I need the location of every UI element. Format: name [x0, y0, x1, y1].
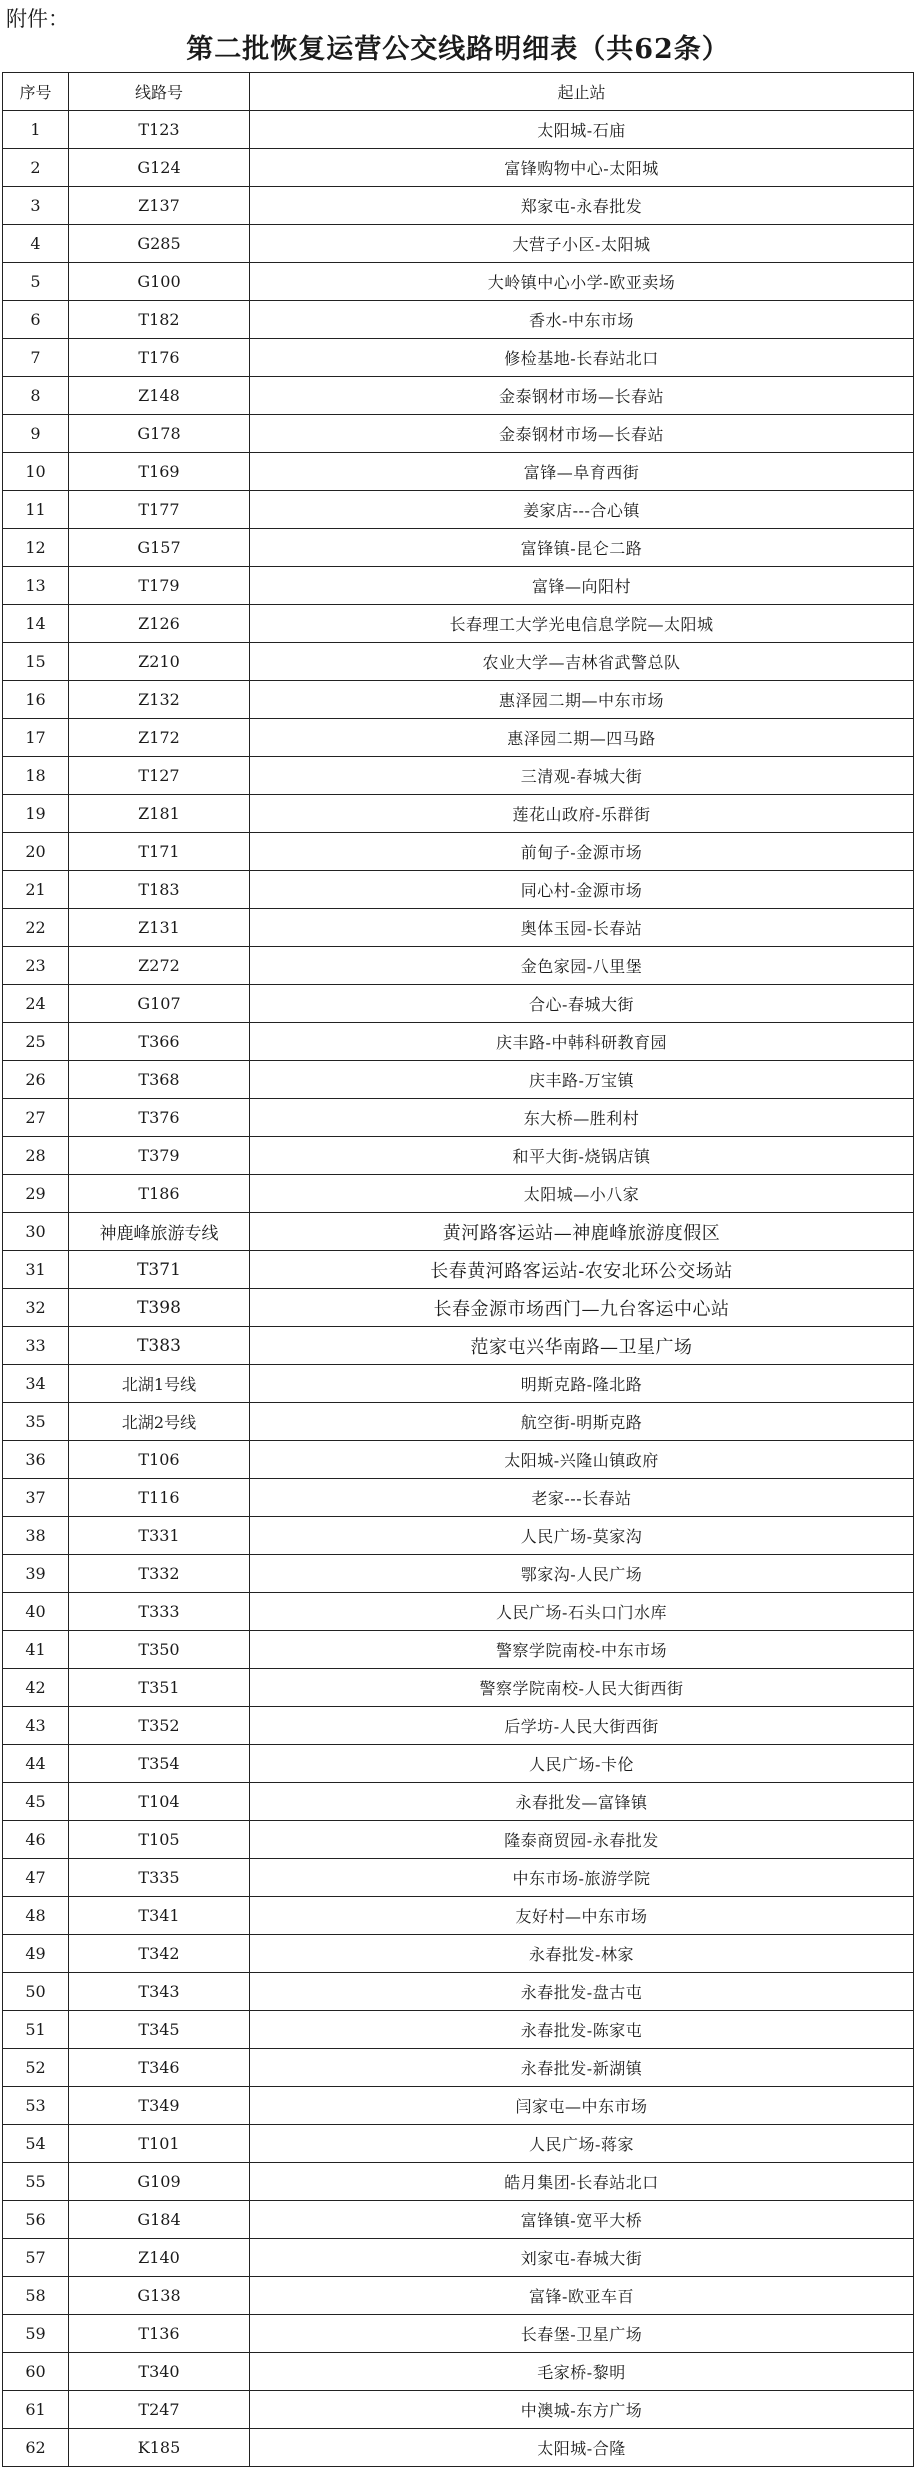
- table-row: [3, 263, 914, 301]
- row-route-number: K185: [69, 2429, 250, 2467]
- row-route-number: Z126: [69, 605, 250, 643]
- row-terminal-stations: 航空街-明斯克路: [250, 1403, 914, 1441]
- page-title: 第二批恢复运营公交线路明细表（共62条）: [186, 34, 730, 65]
- table-row: [3, 1631, 914, 1669]
- table-row: [3, 757, 914, 795]
- row-route-number: T376: [69, 1099, 250, 1137]
- row-route-number: T182: [69, 301, 250, 339]
- row-index: 24: [3, 985, 69, 1023]
- table-row: [3, 111, 914, 149]
- row-index: 9: [3, 415, 69, 453]
- row-route-number: T341: [69, 1897, 250, 1935]
- row-route-number: G109: [69, 2163, 250, 2201]
- table-row: [3, 1213, 914, 1251]
- table-row: [3, 1403, 914, 1441]
- row-terminal-stations: 长春理工大学光电信息学院—太阳城: [250, 605, 914, 643]
- row-index: 22: [3, 909, 69, 947]
- table-row: [3, 339, 914, 377]
- table-row: [3, 1783, 914, 1821]
- row-terminal-stations: 人民广场-石头口门水库: [250, 1593, 914, 1631]
- row-terminal-stations: 太阳城-石庙: [250, 111, 914, 149]
- row-terminal-stations: 郑家屯-永春批发: [250, 187, 914, 225]
- row-terminal-stations: 后学坊-人民大街西街: [250, 1707, 914, 1745]
- table-row: [3, 1023, 914, 1061]
- row-index: 53: [3, 2087, 69, 2125]
- row-terminal-stations: 老家---长春站: [250, 1479, 914, 1517]
- row-index: 61: [3, 2391, 69, 2429]
- row-index: 3: [3, 187, 69, 225]
- row-route-number: T368: [69, 1061, 250, 1099]
- row-route-number: T340: [69, 2353, 250, 2391]
- row-route-number: T379: [69, 1137, 250, 1175]
- row-terminal-stations: 修检基地-长春站北口: [250, 339, 914, 377]
- table-row: [3, 1441, 914, 1479]
- row-terminal-stations: 长春金源市场西门—九台客运中心站: [250, 1289, 914, 1327]
- row-terminal-stations: 闫家屯—中东市场: [250, 2087, 914, 2125]
- row-index: 8: [3, 377, 69, 415]
- row-route-number: T247: [69, 2391, 250, 2429]
- table-row: [3, 2277, 914, 2315]
- row-index: 2: [3, 149, 69, 187]
- row-route-number: G178: [69, 415, 250, 453]
- table-header-row: [3, 73, 914, 111]
- row-index: 62: [3, 2429, 69, 2467]
- row-route-number: T331: [69, 1517, 250, 1555]
- row-index: 20: [3, 833, 69, 871]
- row-index: 34: [3, 1365, 69, 1403]
- row-index: 56: [3, 2201, 69, 2239]
- row-route-number: Z272: [69, 947, 250, 985]
- row-terminal-stations: 警察学院南校-人民大街西街: [250, 1669, 914, 1707]
- row-route-number: T177: [69, 491, 250, 529]
- row-index: 51: [3, 2011, 69, 2049]
- table-row: [3, 2011, 914, 2049]
- table-row: [3, 1479, 914, 1517]
- row-index: 50: [3, 1973, 69, 2011]
- row-index: 6: [3, 301, 69, 339]
- row-index: 25: [3, 1023, 69, 1061]
- row-terminal-stations: 富锋—向阳村: [250, 567, 914, 605]
- table-row: [3, 833, 914, 871]
- table-row: [3, 2315, 914, 2353]
- row-terminal-stations: 金泰钢材市场—长春站: [250, 377, 914, 415]
- row-terminal-stations: 皓月集团-长春站北口: [250, 2163, 914, 2201]
- row-index: 4: [3, 225, 69, 263]
- row-index: 33: [3, 1327, 69, 1365]
- row-terminal-stations: 富锋镇-宽平大桥: [250, 2201, 914, 2239]
- row-index: 18: [3, 757, 69, 795]
- row-route-number: T346: [69, 2049, 250, 2087]
- row-terminal-stations: 永春批发-陈家屯: [250, 2011, 914, 2049]
- row-terminal-stations: 富锋购物中心-太阳城: [250, 149, 914, 187]
- row-index: 59: [3, 2315, 69, 2353]
- table-row: [3, 2239, 914, 2277]
- table-row: [3, 2429, 914, 2467]
- row-route-number: T169: [69, 453, 250, 491]
- row-route-number: T351: [69, 1669, 250, 1707]
- row-index: 54: [3, 2125, 69, 2163]
- row-index: 40: [3, 1593, 69, 1631]
- row-route-number: Z148: [69, 377, 250, 415]
- table-row: [3, 2201, 914, 2239]
- table-row: [3, 225, 914, 263]
- row-terminal-stations: 前甸子-金源市场: [250, 833, 914, 871]
- row-route-number: T352: [69, 1707, 250, 1745]
- row-route-number: T104: [69, 1783, 250, 1821]
- table-row: [3, 2049, 914, 2087]
- table-row: [3, 605, 914, 643]
- row-route-number: G157: [69, 529, 250, 567]
- table-row: [3, 909, 914, 947]
- table-row: [3, 795, 914, 833]
- row-terminal-stations: 富锋—阜育西街: [250, 453, 914, 491]
- row-terminal-stations: 毛家桥-黎明: [250, 2353, 914, 2391]
- row-terminal-stations: 惠泽园二期—中东市场: [250, 681, 914, 719]
- table-row: [3, 871, 914, 909]
- table-row: [3, 567, 914, 605]
- row-index: 19: [3, 795, 69, 833]
- row-route-number: Z131: [69, 909, 250, 947]
- row-terminal-stations: 中东市场-旅游学院: [250, 1859, 914, 1897]
- row-route-number: T350: [69, 1631, 250, 1669]
- row-index: 32: [3, 1289, 69, 1327]
- row-index: 15: [3, 643, 69, 681]
- row-terminal-stations: 友好村—中东市场: [250, 1897, 914, 1935]
- row-index: 11: [3, 491, 69, 529]
- row-index: 47: [3, 1859, 69, 1897]
- row-terminal-stations: 金泰钢材市场—长春站: [250, 415, 914, 453]
- row-terminal-stations: 奥体玉园-长春站: [250, 909, 914, 947]
- row-terminal-stations: 莲花山政府-乐群街: [250, 795, 914, 833]
- row-index: 46: [3, 1821, 69, 1859]
- row-route-number: T349: [69, 2087, 250, 2125]
- table-row: [3, 1365, 914, 1403]
- row-route-number: T116: [69, 1479, 250, 1517]
- table-row: [3, 377, 914, 415]
- row-route-number: Z137: [69, 187, 250, 225]
- table-row: [3, 1973, 914, 2011]
- table-row: [3, 1897, 914, 1935]
- row-route-number: T136: [69, 2315, 250, 2353]
- row-index: 49: [3, 1935, 69, 1973]
- row-route-number: Z140: [69, 2239, 250, 2277]
- row-route-number: T176: [69, 339, 250, 377]
- row-terminal-stations: 人民广场-卡伦: [250, 1745, 914, 1783]
- row-terminal-stations: 鄂家沟-人民广场: [250, 1555, 914, 1593]
- row-index: 28: [3, 1137, 69, 1175]
- row-terminal-stations: 永春批发-盘古屯: [250, 1973, 914, 2011]
- table-row: [3, 1745, 914, 1783]
- row-terminal-stations: 香水-中东市场: [250, 301, 914, 339]
- table-row: [3, 415, 914, 453]
- row-terminal-stations: 人民广场-莫家沟: [250, 1517, 914, 1555]
- row-index: 1: [3, 111, 69, 149]
- row-index: 21: [3, 871, 69, 909]
- row-route-number: T183: [69, 871, 250, 909]
- row-route-number: T333: [69, 1593, 250, 1631]
- row-terminal-stations: 太阳城-兴隆山镇政府: [250, 1441, 914, 1479]
- table-row: [3, 1593, 914, 1631]
- row-route-number: Z132: [69, 681, 250, 719]
- row-route-number: G285: [69, 225, 250, 263]
- table-row: [3, 2125, 914, 2163]
- row-terminal-stations: 永春批发—富锋镇: [250, 1783, 914, 1821]
- row-index: 45: [3, 1783, 69, 1821]
- column-header-route: 线路号: [69, 73, 250, 111]
- row-route-number: 神鹿峰旅游专线: [69, 1213, 250, 1251]
- table-row: [3, 1289, 914, 1327]
- row-index: 27: [3, 1099, 69, 1137]
- row-route-number: T383: [69, 1327, 250, 1365]
- table-row: [3, 1707, 914, 1745]
- row-terminal-stations: 金色家园-八里堡: [250, 947, 914, 985]
- row-route-number: T105: [69, 1821, 250, 1859]
- row-index: 44: [3, 1745, 69, 1783]
- row-route-number: T106: [69, 1441, 250, 1479]
- row-route-number: T371: [69, 1251, 250, 1289]
- row-terminal-stations: 明斯克路-隆北路: [250, 1365, 914, 1403]
- table-row: [3, 1175, 914, 1213]
- row-index: 52: [3, 2049, 69, 2087]
- table-row: [3, 1061, 914, 1099]
- row-route-number: T398: [69, 1289, 250, 1327]
- row-route-number: T127: [69, 757, 250, 795]
- table-row: [3, 1251, 914, 1289]
- row-terminal-stations: 永春批发-林家: [250, 1935, 914, 1973]
- row-route-number: G100: [69, 263, 250, 301]
- table-row: [3, 985, 914, 1023]
- row-route-number: T171: [69, 833, 250, 871]
- row-terminal-stations: 人民广场-蒋家: [250, 2125, 914, 2163]
- table-row: [3, 1099, 914, 1137]
- row-index: 5: [3, 263, 69, 301]
- row-terminal-stations: 隆泰商贸园-永春批发: [250, 1821, 914, 1859]
- row-index: 38: [3, 1517, 69, 1555]
- row-index: 60: [3, 2353, 69, 2391]
- row-terminal-stations: 大岭镇中心小学-欧亚卖场: [250, 263, 914, 301]
- row-index: 37: [3, 1479, 69, 1517]
- table-row: [3, 719, 914, 757]
- attachment-label: 附件：: [6, 7, 69, 31]
- row-route-number: Z181: [69, 795, 250, 833]
- row-index: 7: [3, 339, 69, 377]
- row-terminal-stations: 农业大学—吉林省武警总队: [250, 643, 914, 681]
- row-index: 41: [3, 1631, 69, 1669]
- row-index: 43: [3, 1707, 69, 1745]
- column-header-stations: 起止站: [250, 73, 914, 111]
- row-route-number: 北湖1号线: [69, 1365, 250, 1403]
- row-index: 12: [3, 529, 69, 567]
- row-route-number: T354: [69, 1745, 250, 1783]
- row-terminal-stations: 太阳城-合隆: [250, 2429, 914, 2467]
- row-terminal-stations: 合心-春城大街: [250, 985, 914, 1023]
- table-row: [3, 1935, 914, 1973]
- row-index: 10: [3, 453, 69, 491]
- table-row: [3, 187, 914, 225]
- row-index: 29: [3, 1175, 69, 1213]
- row-route-number: G138: [69, 2277, 250, 2315]
- row-index: 13: [3, 567, 69, 605]
- row-route-number: T332: [69, 1555, 250, 1593]
- table-row: [3, 1327, 914, 1365]
- table-row: [3, 529, 914, 567]
- column-header-index: 序号: [3, 73, 69, 111]
- row-terminal-stations: 警察学院南校-中东市场: [250, 1631, 914, 1669]
- table-row: [3, 1859, 914, 1897]
- row-route-number: T342: [69, 1935, 250, 1973]
- table-row: [3, 643, 914, 681]
- row-route-number: Z210: [69, 643, 250, 681]
- row-terminal-stations: 惠泽园二期—四马路: [250, 719, 914, 757]
- row-route-number: 北湖2号线: [69, 1403, 250, 1441]
- row-terminal-stations: 三清观-春城大街: [250, 757, 914, 795]
- table-row: [3, 453, 914, 491]
- row-route-number: T366: [69, 1023, 250, 1061]
- table-row: [3, 2087, 914, 2125]
- table-row: [3, 681, 914, 719]
- row-route-number: Z172: [69, 719, 250, 757]
- table-body: [3, 111, 914, 2467]
- row-route-number: T186: [69, 1175, 250, 1213]
- row-terminal-stations: 中澳城-东方广场: [250, 2391, 914, 2429]
- table-row: [3, 1555, 914, 1593]
- row-index: 35: [3, 1403, 69, 1441]
- row-terminal-stations: 富锋-欧亚车百: [250, 2277, 914, 2315]
- table-row: [3, 1821, 914, 1859]
- row-index: 39: [3, 1555, 69, 1593]
- row-index: 58: [3, 2277, 69, 2315]
- row-index: 16: [3, 681, 69, 719]
- row-index: 42: [3, 1669, 69, 1707]
- row-route-number: T179: [69, 567, 250, 605]
- row-terminal-stations: 同心村-金源市场: [250, 871, 914, 909]
- table-row: [3, 1669, 914, 1707]
- table-row: [3, 1517, 914, 1555]
- row-index: 55: [3, 2163, 69, 2201]
- row-terminal-stations: 太阳城—小八家: [250, 1175, 914, 1213]
- row-terminal-stations: 富锋镇-昆仑二路: [250, 529, 914, 567]
- row-index: 17: [3, 719, 69, 757]
- row-route-number: T345: [69, 2011, 250, 2049]
- row-terminal-stations: 长春堡-卫星广场: [250, 2315, 914, 2353]
- row-index: 36: [3, 1441, 69, 1479]
- row-terminal-stations: 刘家屯-春城大街: [250, 2239, 914, 2277]
- row-terminal-stations: 范家屯兴华南路—卫星广场: [250, 1327, 914, 1365]
- row-index: 26: [3, 1061, 69, 1099]
- row-index: 23: [3, 947, 69, 985]
- row-terminal-stations: 庆丰路-中韩科研教育园: [250, 1023, 914, 1061]
- row-terminal-stations: 庆丰路-万宝镇: [250, 1061, 914, 1099]
- table-row: [3, 301, 914, 339]
- row-index: 30: [3, 1213, 69, 1251]
- row-terminal-stations: 黄河路客运站—神鹿峰旅游度假区: [250, 1213, 914, 1251]
- table-row: [3, 149, 914, 187]
- row-route-number: G124: [69, 149, 250, 187]
- row-route-number: G107: [69, 985, 250, 1023]
- row-terminal-stations: 姜家店---合心镇: [250, 491, 914, 529]
- row-terminal-stations: 东大桥—胜利村: [250, 1099, 914, 1137]
- table-row: [3, 947, 914, 985]
- table-row: [3, 2163, 914, 2201]
- row-route-number: T101: [69, 2125, 250, 2163]
- table-row: [3, 491, 914, 529]
- row-terminal-stations: 大营子小区-太阳城: [250, 225, 914, 263]
- table-row: [3, 2391, 914, 2429]
- row-index: 48: [3, 1897, 69, 1935]
- row-route-number: G184: [69, 2201, 250, 2239]
- row-index: 14: [3, 605, 69, 643]
- table-row: [3, 1137, 914, 1175]
- row-route-number: T123: [69, 111, 250, 149]
- row-index: 31: [3, 1251, 69, 1289]
- row-terminal-stations: 永春批发-新湖镇: [250, 2049, 914, 2087]
- table-row: [3, 2353, 914, 2391]
- row-terminal-stations: 和平大街-烧锅店镇: [250, 1137, 914, 1175]
- bus-route-table: [2, 72, 914, 2467]
- row-terminal-stations: 长春黄河路客运站-农安北环公交场站: [250, 1251, 914, 1289]
- row-route-number: T343: [69, 1973, 250, 2011]
- row-index: 57: [3, 2239, 69, 2277]
- row-route-number: T335: [69, 1859, 250, 1897]
